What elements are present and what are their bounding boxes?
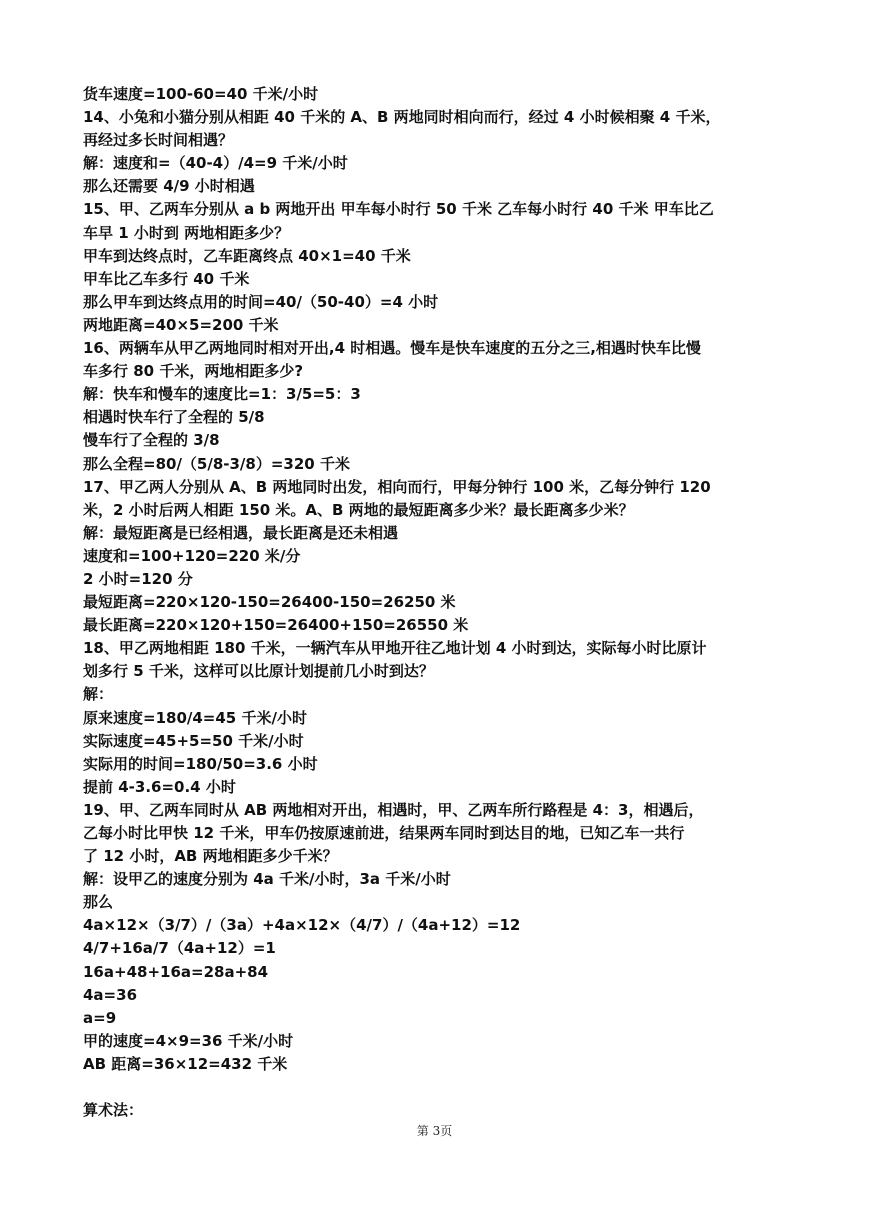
text-line: 16a+48+16a=28a+84 xyxy=(83,962,269,981)
text-line: 原来速度=180/4=45 千米/小时 xyxy=(83,708,307,727)
text-line: 那么全程=80/（5/8-3/8）=320 千米 xyxy=(83,454,350,473)
document-body xyxy=(83,83,795,1122)
text-line: 慢车行了全程的 3/8 xyxy=(83,431,220,450)
text-line: 2 小时=120 分 xyxy=(83,569,193,588)
text-line: 4/7+16a/7（4a+12）=1 xyxy=(83,939,276,958)
text-line: 17、甲乙两人分别从 A、B 两地同时出发，相向而行，甲每分钟行 100 米，乙每分钟行 120 xyxy=(83,477,711,496)
text-line: 甲的速度=4×9=36 千米/小时 xyxy=(83,1031,294,1050)
text-line: 那么甲车到达终点用的时间=40/（50-40）=4 小时 xyxy=(83,292,439,311)
text-line: 车多行 80 千米，两地相距多少? xyxy=(83,362,304,381)
text-line: 解： xyxy=(83,685,114,704)
text-line: 货车速度=100-60=40 千米/小时 xyxy=(83,85,319,103)
blank-line xyxy=(83,1076,795,1099)
section-heading: 算术法： xyxy=(83,1101,144,1120)
text-line: 实际用的时间=180/50=3.6 小时 xyxy=(83,754,318,773)
text-line: 相遇时快车行了全程的 5/8 xyxy=(83,408,265,427)
text-line: 了 12 小时，AB 两地相距多少千米？ xyxy=(83,847,338,866)
text-line: 划多行 5 千米，这样可以比原计划提前几小时到达？ xyxy=(83,662,434,681)
text-line: 米，2 小时后两人相距 150 米。A、B 两地的最短距离多少米？最长距离多少米？ xyxy=(83,500,634,519)
text-line: 实际速度=45+5=50 千米/小时 xyxy=(83,731,304,750)
text-line: 解：速度和=（40-4）/4=9 千米/小时 xyxy=(83,154,348,173)
text-line: 再经过多长时间相遇？ xyxy=(83,131,234,150)
text-line: 最长距离=220×120+150=26400+150=26550 米 xyxy=(83,616,469,635)
text-line: 那么还需要 4/9 小时相遇 xyxy=(83,177,255,196)
text-line: 速度和=100+120=220 米/分 xyxy=(83,546,301,565)
text-line: 解：最短距离是已经相遇，最长距离是还未相遇 xyxy=(83,523,399,542)
text-line: 14、小兔和小猫分别从相距 40 千米的 A、B 两地同时相向而行，经过 4 小时候相聚 4 千米， xyxy=(83,108,721,127)
text-line: 甲车比乙车多行 40 千米 xyxy=(83,269,250,288)
text-line: 解：设甲乙的速度分别为 4a 千米/小时，3a 千米/小时 xyxy=(83,870,451,889)
text-line: 提前 4-3.6=0.4 小时 xyxy=(83,777,236,796)
text-line: 18、甲乙两地相距 180 千米，一辆汽车从甲地开往乙地计划 4 小时到达，实际每小时比原计 xyxy=(83,639,707,658)
text-line: 两地距离=40×5=200 千米 xyxy=(83,315,279,334)
text-line: 车早 1 小时到 两地相距多少？ xyxy=(83,223,290,242)
text-line: AB 距离=36×12=432 千米 xyxy=(83,1054,288,1073)
text-line: 解：快车和慢车的速度比=1：3/5=5：3 xyxy=(83,385,361,404)
text-line: 乙每小时比甲快 12 千米，甲车仍按原速前进，结果两车同时到达目的地，已知乙车一共行 xyxy=(83,824,685,842)
text-line: 19、甲、乙两车同时从 AB 两地相对开出，相遇时，甲、乙两车所行路程是 4：3，相遇后， xyxy=(83,800,704,819)
text-line: a=9 xyxy=(83,1008,117,1027)
text-line: 甲车到达终点时，乙车距离终点 40×1=40 千米 xyxy=(83,246,411,265)
text-line: 15、甲、乙两车分别从 a b 两地开出 甲车每小时行 50 千米 乙车每小时行 40 千米 甲车比乙 xyxy=(83,200,714,219)
text-line: 4a×12×（3/7）/（3a）+4a×12×（4/7）/（4a+12）=12 xyxy=(83,916,521,935)
text-line: 4a=36 xyxy=(83,985,138,1004)
page-number: 第 3页 xyxy=(416,1124,453,1138)
text-line: 最短距离=220×120-150=26400-150=26250 米 xyxy=(83,593,456,612)
text-line: 那么 xyxy=(83,893,114,912)
text-line: 16、两辆车从甲乙两地同时相对开出,4 时相遇。慢车是快车速度的五分之三,相遇时快车比慢 xyxy=(83,339,701,358)
